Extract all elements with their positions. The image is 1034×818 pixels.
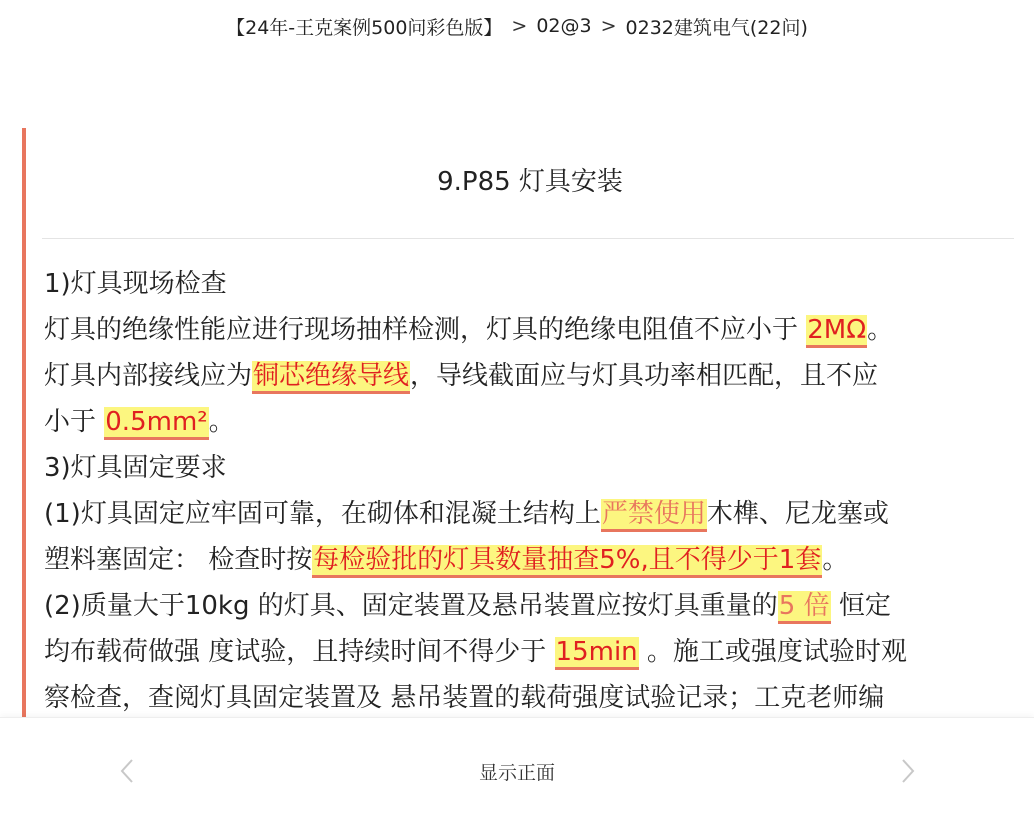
chevron-right-icon [900, 757, 916, 785]
card-content [44, 261, 1014, 718]
highlighted-keyword: 铜芯绝缘导线 [252, 361, 410, 394]
breadcrumb-separator: > [511, 15, 528, 37]
content-line [44, 629, 1014, 675]
highlighted-keyword: 每检验批的灯具数量抽查5%,且不得少于1套 [312, 545, 822, 578]
content-text: 木榫、尼龙塞或 [706, 499, 889, 529]
content-text: 。 [822, 545, 849, 575]
highlighted-keyword: 2MΩ [806, 315, 867, 348]
highlighted-keyword: 15min [555, 637, 639, 670]
content-text: (1)灯具固定应牢固可靠，在砌体和混凝土结构上 [44, 499, 601, 529]
bottom-toolbar [0, 717, 1034, 818]
breadcrumb-separator: > [600, 15, 617, 37]
breadcrumb-book[interactable]: 【24年-王克案例500问彩色版】 [226, 16, 503, 39]
content-line [44, 583, 1014, 629]
content-text: 3)灯具固定要求 [44, 453, 227, 483]
card-accent-bar [22, 128, 26, 718]
next-button[interactable] [893, 756, 923, 786]
content-text: 灯具的绝缘性能应进行现场抽样检测，灯具的绝缘电阻值不应小于 [44, 315, 807, 345]
content-text: 塑料塞固定： 检查时按 [44, 545, 313, 575]
content-line [44, 537, 1014, 583]
content-text: 。 [208, 407, 235, 437]
content-text: 察检查，查阅灯具固定装置及 悬吊装置的载荷强度试验记录；工克老师编 [44, 683, 885, 713]
card-title: 9.P85 灯具安装 [437, 167, 623, 197]
content-text: (2)质量大于10kg 的灯具、固定装置及悬吊装置应按灯具重量的 [44, 591, 778, 621]
highlighted-keyword: 5 倍 [778, 591, 831, 624]
content-text: 。施工或强度试验时观 [638, 637, 907, 667]
show-front-button[interactable]: 显示正面 [478, 762, 555, 784]
content-line [44, 491, 1014, 537]
content-line [44, 445, 1014, 491]
content-line [44, 399, 1014, 445]
content-text: ，导线截面应与灯具功率相匹配，且不应 [410, 361, 879, 391]
content-line [44, 353, 1014, 399]
content-text: 小于 [44, 407, 105, 437]
content-text: 恒定 [830, 591, 891, 621]
content-line [44, 307, 1014, 353]
highlighted-keyword: 严禁使用 [601, 499, 707, 532]
breadcrumb [0, 0, 1034, 52]
content-text: 1)灯具现场检查 [44, 269, 227, 299]
content-line [44, 675, 1014, 718]
content-text: 。 [867, 315, 894, 345]
breadcrumb-chapter[interactable]: 02@3 [536, 15, 592, 37]
content-line [44, 261, 1014, 307]
title-divider [42, 238, 1014, 239]
breadcrumb-section[interactable]: 0232建筑电气(22问) [625, 16, 808, 39]
content-text: 均布载荷做强 度试验，且持续时间不得少于 [44, 637, 555, 667]
content-text: 灯具内部接线应为 [44, 361, 253, 391]
flashcard [22, 128, 1034, 718]
highlighted-keyword: 0.5mm² [104, 407, 208, 440]
